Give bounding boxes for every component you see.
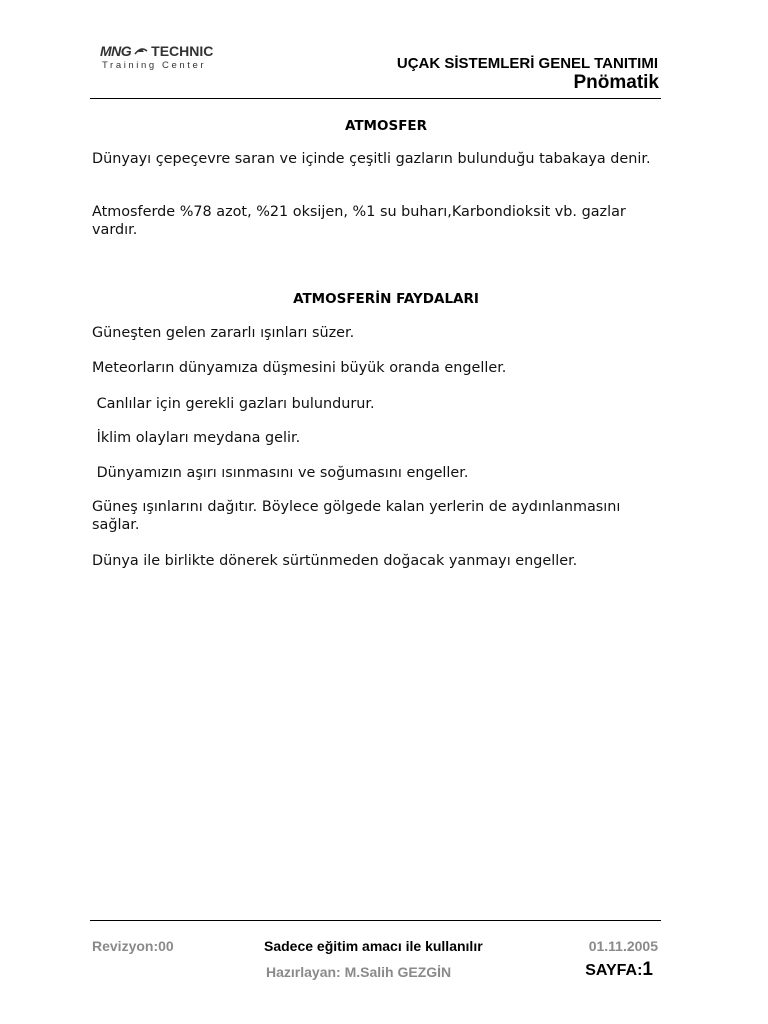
logo-wordmark [100,42,213,60]
document-date: 01.11.2005 [588,938,658,954]
company-logo [100,42,225,74]
paragraph: Dünya ile birlikte dönerek sürtünmeden doğacak yanmayı engeller. [92,553,578,569]
logo-brand: MNG [100,43,132,59]
plane-icon [133,44,149,58]
paragraph: Meteorların dünyamıza düşmesini büyük oranda engeller. [92,360,507,376]
paragraph: Atmosferde %78 azot, %21 oksijen, %1 su buharı,Karbondioksit vb. gazlar vardır. [92,204,626,238]
paragraph: Güneş ışınlarını dağıtır. Böylece gölgede kalan yerlerin de aydınlanmasını sağlar. [92,499,621,533]
footer-divider [90,920,661,921]
paragraph: Dünyamızın aşırı ısınmasını ve soğumasını engeller. [92,465,469,481]
paragraph: Canlılar için gerekli gazları bulundurur. [92,396,375,412]
section-heading-faydalari: ATMOSFERİN FAYDALARI [293,291,479,307]
document-subtitle: Pnömatik [573,72,659,93]
paragraph: İklim olayları meydana gelir. [92,430,301,446]
paragraph: Güneşten gelen zararlı ışınları süzer. [92,325,355,341]
page-number: 1 [642,959,653,980]
usage-note: Sadece eğitim amacı ile kullanılır [264,938,483,954]
revision-label: Revizyon:00 [92,938,174,954]
page-indicator [585,959,653,981]
logo-tagline: Training Center [102,60,207,71]
paragraph: Dünyayı çepeçevre saran ve içinde çeşitli gazların bulunduğu tabakaya denir. [92,151,651,167]
logo-name: TECHNIC [151,43,214,59]
header-divider [90,98,661,99]
page-label: SAYFA: [585,962,643,979]
section-heading-atmosfer: ATMOSFER [344,118,428,134]
document-title: UÇAK SİSTEMLERİ GENEL TANITIMI [396,55,658,72]
prepared-by: Hazırlayan: M.Salih GEZGİN [266,964,452,980]
